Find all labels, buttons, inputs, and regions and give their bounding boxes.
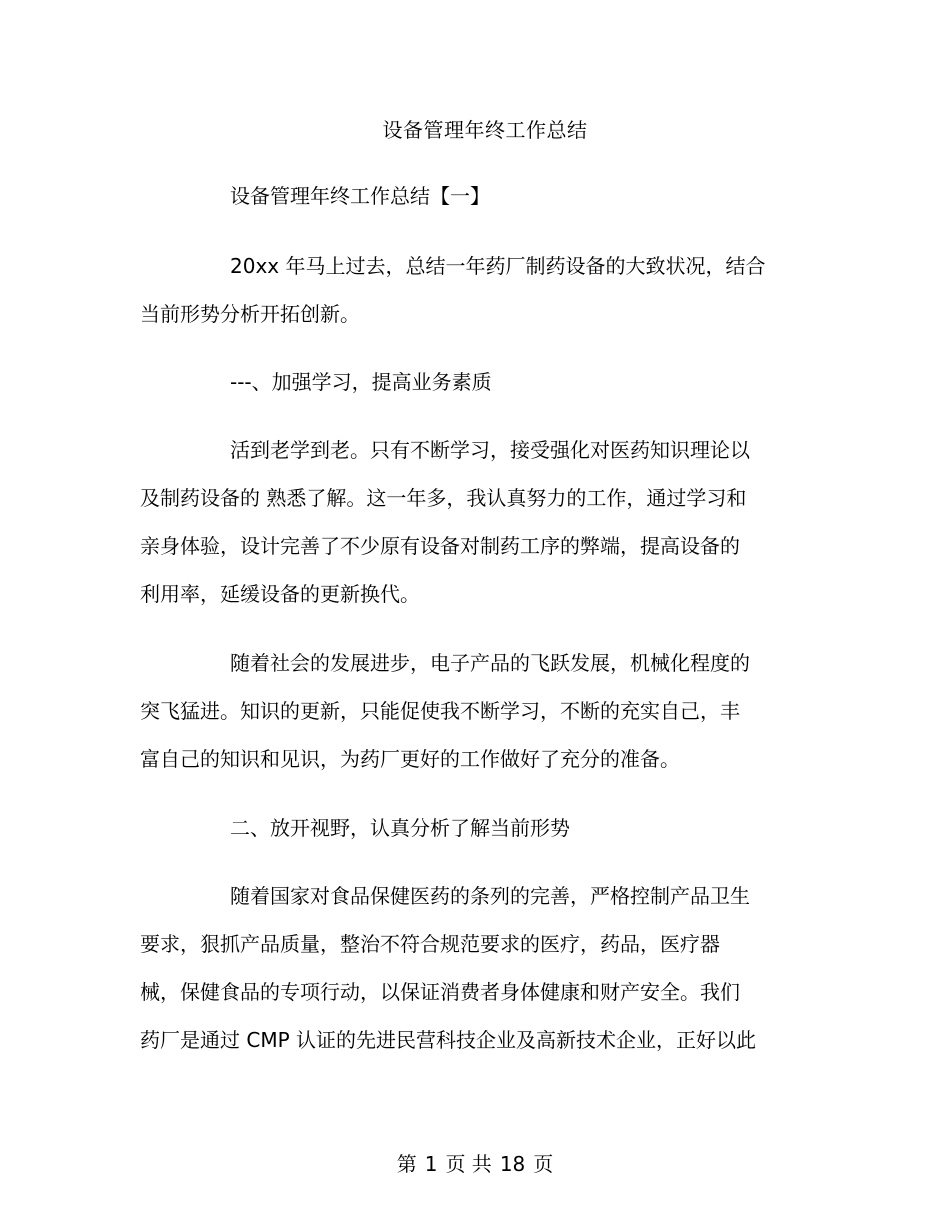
paragraph-line: 利用率，延缓设备的更新换代。 [140,582,420,606]
page-footer [0,1150,950,1178]
paragraph-line: 亲身体验，设计完善了不少原有设备对制药工序的弊端，提高设备的 [140,534,740,558]
paragraph-line: 药厂是通过 CMP 认证的先进民营科技企业及高新技术企业，正好以此 [140,1028,756,1052]
paragraph-line: 械，保健食品的专项行动，以保证消费者身体健康和财产安全。我们 [140,980,740,1004]
footer-prefix: 第 [396,1152,417,1176]
paragraph-line: 富自己的知识和见识，为药厂更好的工作做好了充分的准备。 [140,747,680,771]
total-pages: 18 [499,1152,526,1176]
paragraph-line: 及制药设备的 熟悉了解。这一年多，我认真努力的工作，通过学习和 [140,486,747,510]
paragraph-line: 活到老学到老。只有不断学习，接受强化对医药知识理论以 [230,438,750,462]
current-page-number: 1 [424,1152,438,1176]
section-heading-1: 设备管理年终工作总结【一】 [230,184,490,208]
section-heading-3: 二、放开视野，认真分析了解当前形势 [230,816,570,840]
paragraph-line: 20xx 年马上过去，总结一年药厂制药设备的大致状况，结合 [230,254,766,278]
section-heading-2: ---、加强学习，提高业务素质 [230,370,492,394]
paragraph-line: 随着社会的发展进步，电子产品的飞跃发展，机械化程度的 [230,651,750,675]
paragraph-line: 要求，狠抓产品质量，整治不符合规范要求的医疗，药品，医疗器 [140,932,720,956]
document-title: 设备管理年终工作总结 [382,118,588,142]
paragraph-line: 当前形势分析开拓创新。 [140,302,360,326]
footer-mid: 页 共 [445,1152,492,1176]
paragraph-line: 随着国家对食品保健医药的条列的完善，严格控制产品卫生 [230,884,750,908]
paragraph-line: 突飞猛进。知识的更新，只能促使我不断学习，不断的充实自己，丰 [140,699,740,723]
footer-suffix: 页 [533,1152,554,1176]
